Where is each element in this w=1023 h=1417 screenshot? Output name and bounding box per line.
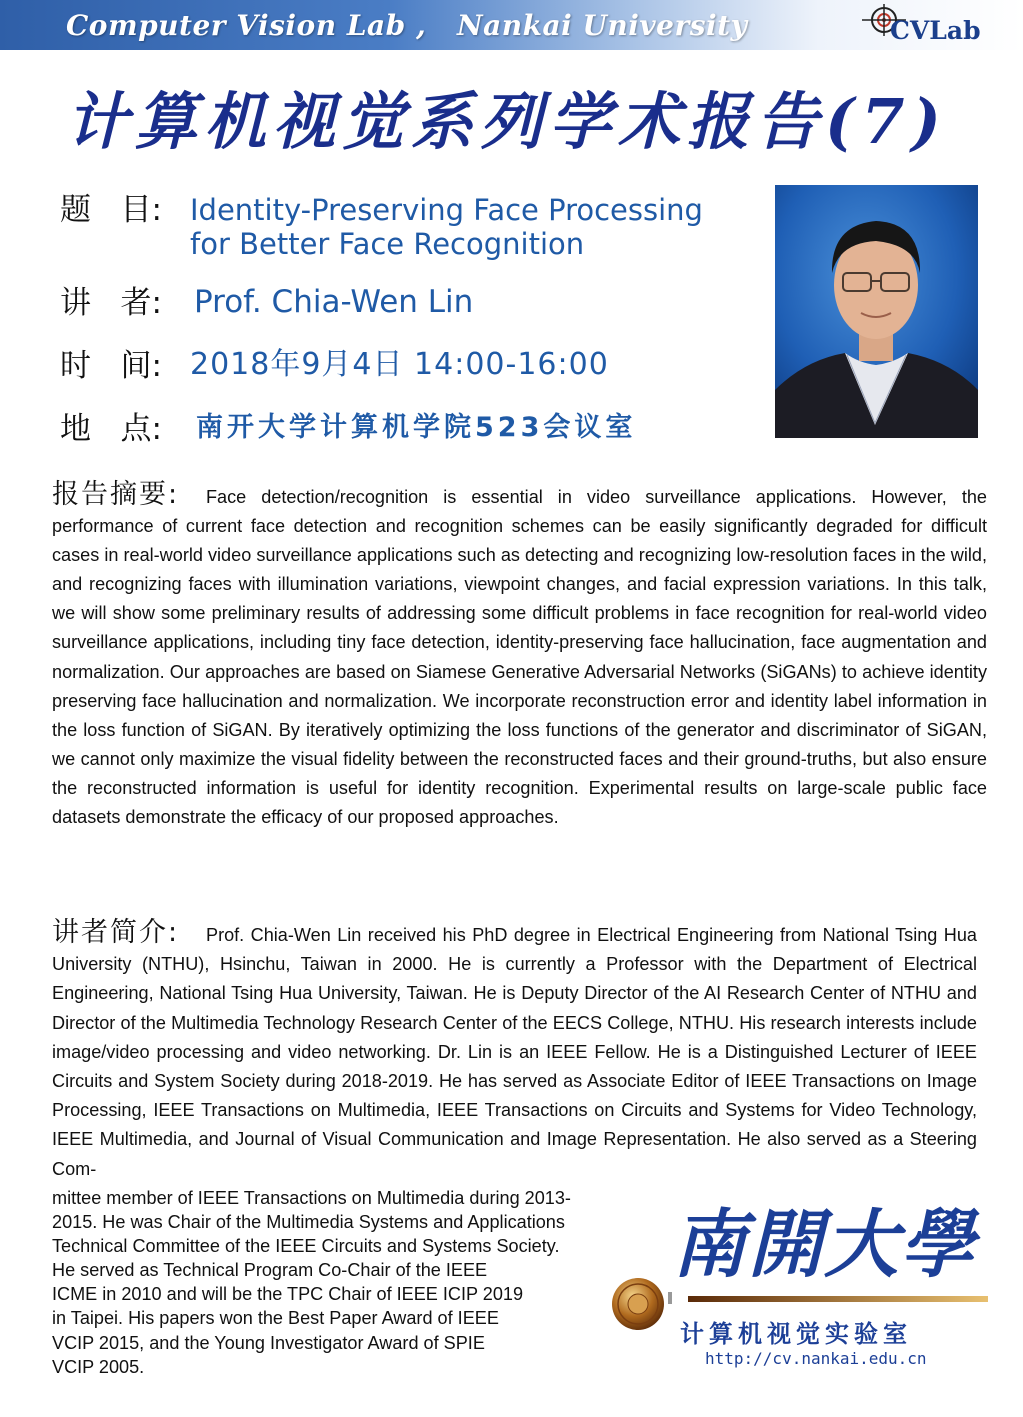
nankai-emblem-icon xyxy=(610,1276,666,1332)
time-value: 2018年9月4日 14:00-16:00 xyxy=(190,347,609,382)
page-title: 计算机视觉系列学术报告(7) xyxy=(66,85,948,158)
cvlab-logo xyxy=(858,2,1018,48)
abstract-label: 报告摘要: xyxy=(52,479,180,510)
banner-text: Computer Vision Lab , Nankai University xyxy=(66,9,748,42)
bio-line: VCIP 2005. xyxy=(52,1356,145,1377)
bio-line: He served as Technical Program Co-Chair of the IEEE xyxy=(52,1260,488,1281)
speaker-value: Prof. Chia-Wen Lin xyxy=(194,284,474,320)
topic-line-1: Identity-Preserving Face Processing xyxy=(190,193,703,227)
bio-line: in Taipei. His papers won the Best Paper Award of IEEE xyxy=(52,1308,499,1329)
lab-url: http://cv.nankai.edu.cn xyxy=(705,1349,927,1368)
bio-label: 讲者简介: xyxy=(52,917,180,948)
speaker-portrait xyxy=(775,185,978,438)
bio-line: 2015. He was Chair of the Multimedia Systems and Applications xyxy=(52,1212,565,1233)
abstract-text: Face detection/recognition is essential in video surveillance applications. However, the performance of current face detection and recognition schemes can be easily significantly degraded for difficult cases in real-world video surveillance applications such as detecting and recognizing low-resolution faces in the wild, and recognizing faces with illumination variations, viewpoint changes, and facial expression variations. In this talk, we will show some preliminary results of addressing some difficult problems in face recognition for real-world video surveillance applications, including tiny face detection, identity-preserving face hallucination, face augmentation and normalization. Our approaches are based on Siamese Generative Adversarial Networks (SiGANs) to achieve identity preserving face hallucination and normalization. We incorporate reconstruction error and identity label information in the loss function of SiGAN. By iteratively optimizing the loss functions of the generator and discriminator of SiGAN, we cannot only maximize the visual fidelity between the reconstructed faces and their ground-truths, but also ensure the reconstructed information is useful for identity recognition. Experimental results on large-scale public face datasets demonstrate the efficacy of our proposed approaches. xyxy=(52,487,987,828)
speaker-label: 讲 者: xyxy=(60,285,163,321)
bio-line: mittee member of IEEE Transactions on Multimedia during 2013- xyxy=(52,1188,571,1208)
nankai-calligraphy: 南開大學 xyxy=(672,1202,976,1288)
bio-text: Prof. Chia-Wen Lin received his PhD degree in Electrical Engineering from National Tsing Hua University (NTHU), Hsinchu, Taiwan in 2000. He is currently a Professor with the Department of Electrical Engineering, National Tsing Hua University, Taiwan. He is Deputy Director of the AI Research Center of NTHU and Director of the Multimedia Technology Research Center of the EECS College, NTHU. His research interests include image/video processing and video networking. Dr. Lin is an IEEE Fellow. He is a Distinguished Lecturer of IEEE Circuits and System Society during 2018-2019. He has served as Associate Editor of IEEE Transactions on Image Processing, IEEE Transactions on Multimedia, IEEE Transactions on Circuits and Systems for Video Technology, IEEE Multimedia, and Journal of Visual Communication and Image Representation. He also served as a Steering Com- xyxy=(52,925,977,1179)
place-label: 地 点: xyxy=(60,411,163,447)
bio-line: VCIP 2015, and the Young Investigator Award of SPIE xyxy=(52,1332,485,1353)
time-label: 时 间: xyxy=(60,348,163,384)
topic-label: 题 目: xyxy=(60,192,163,228)
bio-line: Technical Committee of the IEEE Circuits and Systems Society. xyxy=(52,1236,560,1257)
bio-text-continued xyxy=(52,1186,664,1379)
logo-text: CVLab xyxy=(890,16,981,45)
topic-value xyxy=(190,193,703,261)
bio-line: ICME in 2010 and will be the TPC Chair of IEEE ICIP 2019 xyxy=(52,1284,524,1305)
place-value: 南开大学计算机学院523会议室 xyxy=(196,412,637,443)
lab-name: 计算机视觉实验室 xyxy=(680,1320,912,1348)
header-banner xyxy=(0,0,1023,50)
topic-line-2: for Better Face Recognition xyxy=(190,227,585,261)
